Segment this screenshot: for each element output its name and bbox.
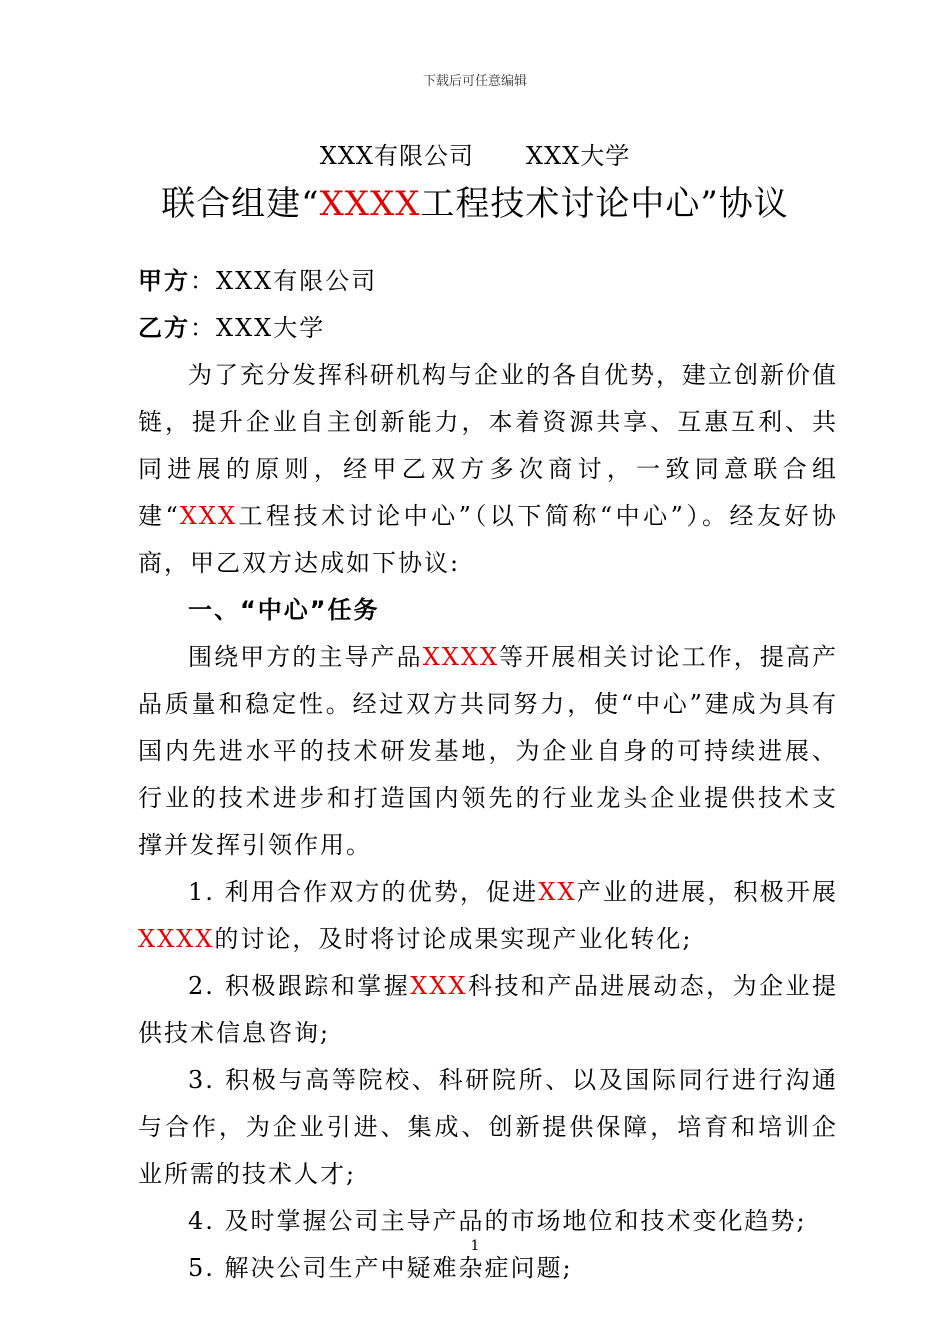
intro-placeholder: XXX <box>179 502 238 530</box>
intro-post: 工程技术讨论中心”（以下简称“中心”）。经友好协商，甲乙双方达成如下协议: <box>138 502 838 577</box>
list-item-2 <box>138 963 838 1057</box>
section-1-paragraph <box>138 634 838 869</box>
title-pre: 联合组建“ <box>161 184 320 224</box>
list-item-1 <box>138 869 838 963</box>
party-a-label: 甲方 <box>138 267 190 295</box>
party-b-label: 乙方 <box>138 314 190 342</box>
section-1-pre: 围绕甲方的主导产品 <box>188 643 423 671</box>
item-1-pre: 1. 利用合作双方的优势，促进 <box>188 878 539 906</box>
intro-pre: 为了充分发挥科研机构与企业的各自优势，建立创新价值链，提升企业自主创新能力，本着资源共享、互惠互利、共同进展的原则，经甲乙双方多次商讨，一致同意联合组建“ <box>138 361 838 530</box>
page-number: 1 <box>470 1238 480 1254</box>
title-university: XXX大学 <box>526 142 631 170</box>
item-2-post: 科技和产品进展动态，为企业提供技术信息咨询; <box>138 972 839 1047</box>
header-note: 下载后可任意编辑 <box>422 74 527 89</box>
list-item-5: 5. 解决公司生产中疑难杂症问题; <box>188 1254 573 1282</box>
party-b <box>138 305 838 352</box>
list-item-4: 4. 及时掌握公司主导产品的市场地位和技术变化趋势; <box>188 1207 807 1235</box>
section-1-heading: 一、“中心”任务 <box>188 596 380 624</box>
intro-paragraph <box>138 352 838 587</box>
party-a-value: XXX有限公司 <box>216 267 378 295</box>
title-placeholder: XXXX <box>319 184 421 224</box>
item-1-placeholder-1: XX <box>538 878 577 906</box>
party-a <box>138 258 838 305</box>
party-b-sep: ： <box>190 314 216 342</box>
title-line-1 <box>0 136 950 171</box>
item-1-post: 的讨论，及时将讨论成果实现产业化转化; <box>214 925 693 953</box>
section-1-placeholder: XXXX <box>422 643 500 671</box>
document-title <box>0 176 950 225</box>
party-a-sep: ： <box>190 267 216 295</box>
section-1-post: 等开展相关讨论工作，提高产品质量和稳定性。经过双方共同努力，使“中心”建成为具有国内先进水平的技术研发基地，为企业自身的可持续进展、行业的技术进步和打造国内领先的行业龙头企业提供技术支撑并发挥引领作用。 <box>138 643 839 859</box>
document-body <box>138 258 838 1292</box>
party-b-value: XXX大学 <box>216 314 326 342</box>
title-company: XXX有限公司 <box>319 142 474 170</box>
item-2-placeholder: XXX <box>410 972 468 1000</box>
item-2-pre: 2. 积极跟踪和掌握 <box>188 972 411 1000</box>
item-1-placeholder-2: XXXX <box>138 925 215 953</box>
list-item-3: 3. 积极与高等院校、科研院所、以及国际同行进行沟通与合作，为企业引进、集成、创新提供保障，培育和培训企业所需的技术人才; <box>138 1066 838 1188</box>
title-post: 工程技术讨论中心”协议 <box>420 184 789 224</box>
item-1-mid: 产业的进展，积极开展 <box>576 878 838 906</box>
